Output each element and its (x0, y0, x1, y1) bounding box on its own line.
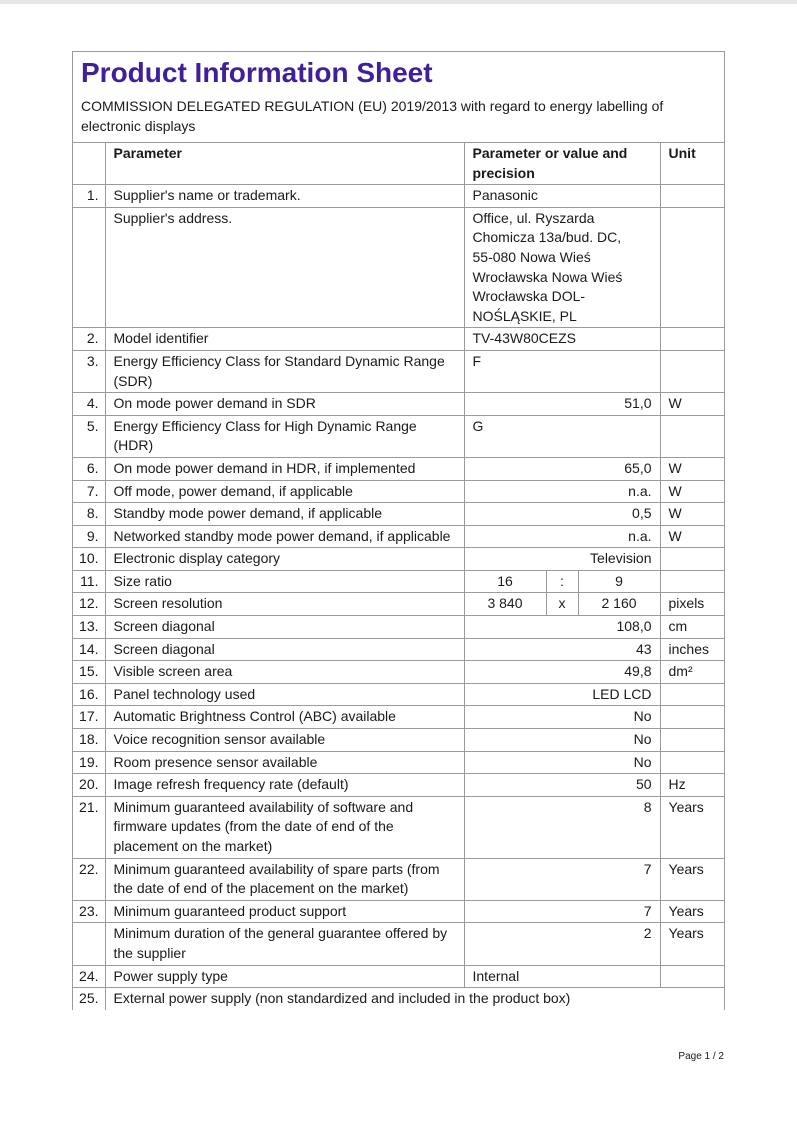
row-value: 8 (464, 796, 660, 858)
row-number: 24. (73, 965, 105, 988)
row-number: 2. (73, 328, 105, 351)
regulation-subtitle: COMMISSION DELEGATED REGULATION (EU) 2019/2013 with regard to energy labelling of electronic displays (73, 92, 724, 143)
row-unit: Years (660, 796, 724, 858)
row-unit: Years (660, 923, 724, 965)
row-parameter: Minimum guaranteed availability of spare parts (from the date of end of the placement on the market) (105, 858, 464, 900)
header-parameter: Parameter (105, 143, 464, 185)
row-number: 22. (73, 858, 105, 900)
header-unit: Unit (660, 143, 724, 185)
row-value: Panasonic (464, 185, 660, 208)
row-parameter: Panel technology used (105, 683, 464, 706)
row-unit (660, 415, 724, 457)
row-number: 10. (73, 548, 105, 571)
table-row (73, 570, 724, 593)
row-parameter: Supplier's address. (105, 207, 464, 328)
row-parameter: Power supply type (105, 965, 464, 988)
row-value: 50 (464, 774, 660, 797)
row-value: 43 (464, 638, 660, 661)
table-row (73, 661, 724, 684)
table-row (73, 616, 724, 639)
row-value: Internal (464, 965, 660, 988)
row-value: No (464, 706, 660, 729)
row-number: 20. (73, 774, 105, 797)
row-unit: Years (660, 858, 724, 900)
row-number (73, 207, 105, 328)
table-row (73, 415, 724, 457)
table-row (73, 350, 724, 392)
row-value: 65,0 (464, 457, 660, 480)
ratio-width: 16 (464, 570, 546, 593)
row-number: 14. (73, 638, 105, 661)
table-row (73, 729, 724, 752)
table-row (73, 638, 724, 661)
row-number: 7. (73, 480, 105, 503)
table-row (73, 900, 724, 923)
row-number: 5. (73, 415, 105, 457)
row-parameter: Networked standby mode power demand, if applicable (105, 525, 464, 548)
row-number: 8. (73, 503, 105, 526)
row-unit: Hz (660, 774, 724, 797)
row-parameter: Image refresh frequency rate (default) (105, 774, 464, 797)
row-number: 17. (73, 706, 105, 729)
product-information-sheet (72, 51, 725, 1010)
row-value: TV-43W80CEZS (464, 328, 660, 351)
row-value: G (464, 415, 660, 457)
row-value: 7 (464, 900, 660, 923)
row-unit (660, 729, 724, 752)
row-unit: pixels (660, 593, 724, 616)
row-parameter: External power supply (non standardized and included in the product box) (105, 988, 724, 1010)
table-header-row (73, 143, 724, 185)
row-parameter: Minimum guaranteed product support (105, 900, 464, 923)
row-unit (660, 706, 724, 729)
row-number: 16. (73, 683, 105, 706)
table-row (73, 923, 724, 965)
table-row (73, 796, 724, 858)
row-parameter: Voice recognition sensor available (105, 729, 464, 752)
row-number: 9. (73, 525, 105, 548)
row-unit (660, 328, 724, 351)
row-unit (660, 683, 724, 706)
row-value: Television (464, 548, 660, 571)
row-parameter: Automatic Brightness Control (ABC) available (105, 706, 464, 729)
row-unit (660, 570, 724, 593)
row-number: 25. (73, 988, 105, 1010)
table-row (73, 683, 724, 706)
row-unit (660, 965, 724, 988)
row-number: 11. (73, 570, 105, 593)
table-row (73, 457, 724, 480)
row-parameter: Standby mode power demand, if applicable (105, 503, 464, 526)
table-row (73, 751, 724, 774)
table-row (73, 207, 724, 328)
row-unit: Years (660, 900, 724, 923)
row-number (73, 923, 105, 965)
table-row (73, 525, 724, 548)
row-number: 3. (73, 350, 105, 392)
row-parameter: Model identifier (105, 328, 464, 351)
table-row (73, 503, 724, 526)
resolution-height: 2 160 (578, 593, 660, 616)
row-parameter: Screen diagonal (105, 616, 464, 639)
row-number: 1. (73, 185, 105, 208)
row-value: F (464, 350, 660, 392)
row-parameter: Off mode, power demand, if applicable (105, 480, 464, 503)
row-parameter: Screen diagonal (105, 638, 464, 661)
row-number: 13. (73, 616, 105, 639)
row-unit (660, 185, 724, 208)
row-unit: W (660, 457, 724, 480)
table-row (73, 965, 724, 988)
row-value: LED LCD (464, 683, 660, 706)
page-number: Page 1 / 2 (678, 1051, 724, 1062)
row-parameter: Minimum duration of the general guarantee offered by the supplier (105, 923, 464, 965)
row-value: n.a. (464, 525, 660, 548)
row-unit: W (660, 480, 724, 503)
header-number-cell (73, 143, 105, 185)
row-parameter: On mode power demand in HDR, if implemented (105, 457, 464, 480)
row-value: 7 (464, 858, 660, 900)
row-value: 108,0 (464, 616, 660, 639)
row-unit: inches (660, 638, 724, 661)
row-parameter: Minimum guaranteed availability of software and firmware updates (from the date of end of the placement on the market) (105, 796, 464, 858)
row-value: 0,5 (464, 503, 660, 526)
row-parameter: Size ratio (105, 570, 464, 593)
row-parameter: Energy Efficiency Class for Standard Dynamic Range (SDR) (105, 350, 464, 392)
row-number: 6. (73, 457, 105, 480)
header-value: Parameter or value and precision (464, 143, 660, 185)
row-parameter: Energy Efficiency Class for High Dynamic Range (HDR) (105, 415, 464, 457)
ratio-height: 9 (578, 570, 660, 593)
row-value: 2 (464, 923, 660, 965)
row-unit: W (660, 393, 724, 416)
row-number: 4. (73, 393, 105, 416)
row-number: 18. (73, 729, 105, 752)
row-parameter: Screen resolution (105, 593, 464, 616)
row-unit: dm² (660, 661, 724, 684)
row-number: 19. (73, 751, 105, 774)
resolution-separator: x (546, 593, 578, 616)
table-row (73, 548, 724, 571)
row-value: n.a. (464, 480, 660, 503)
document-title: Product Information Sheet (81, 57, 433, 88)
resolution-width: 3 840 (464, 593, 546, 616)
table-row (73, 185, 724, 208)
table-row (73, 774, 724, 797)
table-row (73, 858, 724, 900)
parameters-table (73, 143, 724, 1010)
row-value: 51,0 (464, 393, 660, 416)
row-unit (660, 350, 724, 392)
row-unit: cm (660, 616, 724, 639)
row-unit (660, 751, 724, 774)
row-value: Office, ul. Ryszarda Chomicza 13a/bud. DC, 55-080 Nowa Wieś Wrocławska Nowa Wieś Wrocławska DOL-NOŚLĄSKIE, PL (464, 207, 660, 328)
row-value: No (464, 729, 660, 752)
row-parameter: Visible screen area (105, 661, 464, 684)
row-parameter: Room presence sensor available (105, 751, 464, 774)
table-row (73, 480, 724, 503)
row-parameter: Supplier's name or trademark. (105, 185, 464, 208)
top-strip (0, 0, 797, 4)
ratio-separator: : (546, 570, 578, 593)
table-row (73, 328, 724, 351)
row-value: No (464, 751, 660, 774)
row-number: 23. (73, 900, 105, 923)
table-row (73, 393, 724, 416)
row-parameter: On mode power demand in SDR (105, 393, 464, 416)
row-parameter: Electronic display category (105, 548, 464, 571)
table-row (73, 988, 724, 1010)
row-number: 21. (73, 796, 105, 858)
row-unit: W (660, 525, 724, 548)
row-number: 12. (73, 593, 105, 616)
row-unit (660, 548, 724, 571)
row-unit: W (660, 503, 724, 526)
row-unit (660, 207, 724, 328)
table-row (73, 706, 724, 729)
row-value: 49,8 (464, 661, 660, 684)
row-number: 15. (73, 661, 105, 684)
table-row (73, 593, 724, 616)
